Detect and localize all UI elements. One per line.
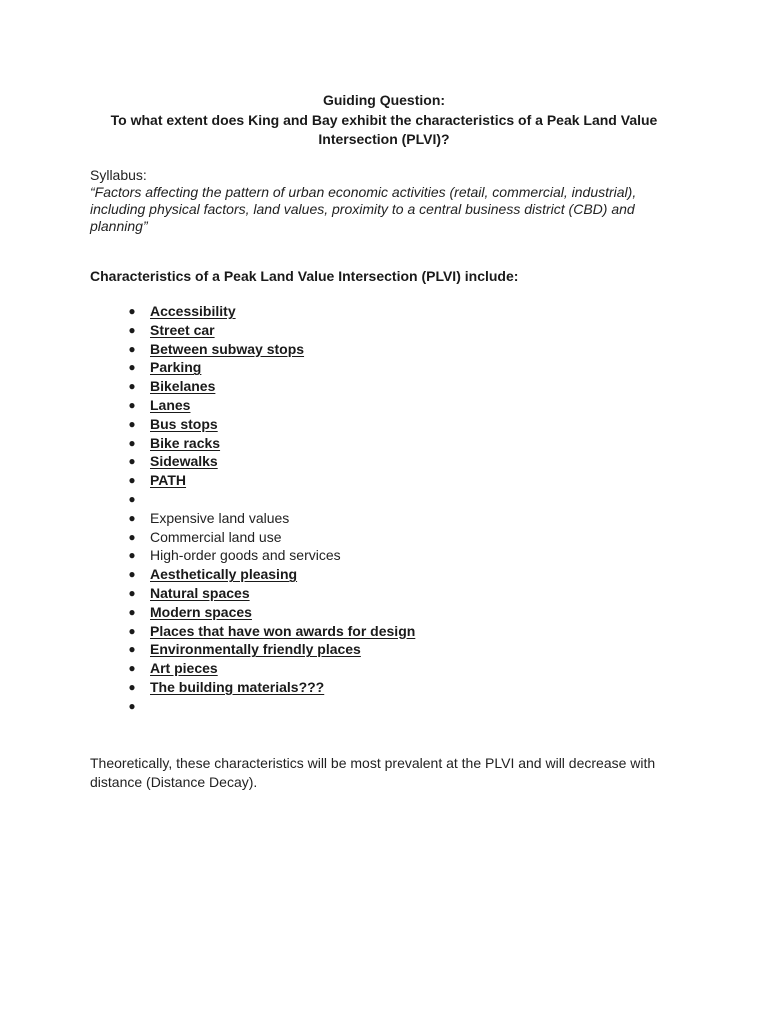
list-item	[0, 584, 768, 603]
bullet-icon: ●	[128, 585, 136, 600]
bullet-icon: ●	[128, 360, 136, 375]
list-item-text: Natural spaces	[150, 584, 250, 601]
bullet-icon: ●	[128, 473, 136, 488]
list-item	[0, 471, 768, 490]
list-item	[0, 509, 768, 528]
list-item	[0, 546, 768, 565]
bullet-icon: ●	[128, 661, 136, 676]
list-item-text: PATH	[150, 472, 187, 489]
list-item-text: Sidewalks	[150, 453, 218, 470]
list-item-text: Environmentally friendly places	[150, 641, 361, 658]
list-item	[0, 490, 768, 509]
bullet-icon: ●	[128, 642, 136, 657]
list-item-text: Lanes	[150, 396, 191, 413]
bullet-icon: ●	[128, 397, 136, 412]
list-item-text: Aesthetically pleasing	[150, 566, 298, 583]
guiding-question-text-continued: Intersection (PLVI)?	[318, 131, 450, 147]
list-item-text: Parking	[150, 359, 202, 376]
list-item	[0, 678, 768, 697]
list-item-text: Bikelanes	[150, 378, 216, 395]
list-item	[0, 603, 768, 622]
characteristics-title: Characteristics of a Peak Land Value Intersection (PLVI) include:	[90, 268, 519, 284]
list-item-text: Expensive land values	[150, 509, 290, 526]
list-item-text: Bike racks	[150, 434, 221, 451]
syllabus-quote: “Factors affecting the pattern of urban economic activities (retail, commercial, industrial), including physical factors, land values, proximity to a central business district (CBD) and planning”	[90, 184, 637, 234]
list-item-text: Places that have won awards for design	[150, 622, 416, 639]
bullet-icon: ●	[128, 567, 136, 582]
bullet-icon: ●	[128, 698, 136, 713]
bullet-icon: ●	[128, 304, 136, 318]
list-item	[0, 434, 768, 453]
list-item	[0, 321, 768, 340]
list-item-text: Street car	[150, 321, 215, 338]
list-item	[0, 415, 768, 434]
bullet-icon: ●	[128, 341, 136, 356]
list-item-text: High-order goods and services	[150, 547, 341, 564]
syllabus-block	[90, 167, 650, 235]
list-item-text: Commercial land use	[150, 528, 282, 545]
bullet-icon: ●	[128, 623, 136, 638]
bullet-icon: ●	[128, 604, 136, 619]
list-item	[0, 452, 768, 471]
list-item	[0, 358, 768, 377]
bullet-icon: ●	[128, 679, 136, 694]
list-item	[0, 302, 768, 321]
bullet-icon: ●	[128, 491, 136, 506]
list-item-text: Modern spaces	[150, 603, 252, 620]
list-item-text: Accessibility	[150, 303, 236, 319]
bullet-icon: ●	[128, 322, 136, 337]
guiding-question-heading	[90, 91, 678, 150]
list-item-text: Between subway stops	[150, 340, 305, 357]
conclusion-paragraph: Theoretically, these characteristics will be most prevalent at the PLVI and will decrease with distance (Distance Decay).	[90, 755, 656, 790]
list-item	[0, 396, 768, 415]
bullet-icon: ●	[128, 379, 136, 394]
list-item-text: Bus stops	[150, 415, 218, 432]
list-item-text: Art pieces	[150, 660, 218, 677]
list-item	[0, 528, 768, 547]
bullet-icon: ●	[128, 510, 136, 525]
list-item	[0, 340, 768, 359]
list-item	[0, 377, 768, 396]
list-item	[0, 622, 768, 641]
bullet-icon: ●	[128, 548, 136, 563]
guiding-question-text: To what extent does King and Bay exhibit the characteristics of a Peak Land Value	[110, 111, 658, 128]
list-item	[0, 565, 768, 584]
list-item	[0, 659, 768, 678]
bullet-icon: ●	[128, 454, 136, 469]
bullet-icon: ●	[128, 416, 136, 431]
bullet-icon: ●	[128, 435, 136, 450]
list-item	[0, 697, 768, 716]
characteristics-list	[0, 302, 768, 716]
guiding-question-label: Guiding Question:	[322, 92, 446, 108]
list-item-text: The building materials???	[150, 678, 325, 695]
list-item	[0, 640, 768, 659]
bullet-icon: ●	[128, 529, 136, 544]
syllabus-label: Syllabus:	[90, 167, 147, 183]
